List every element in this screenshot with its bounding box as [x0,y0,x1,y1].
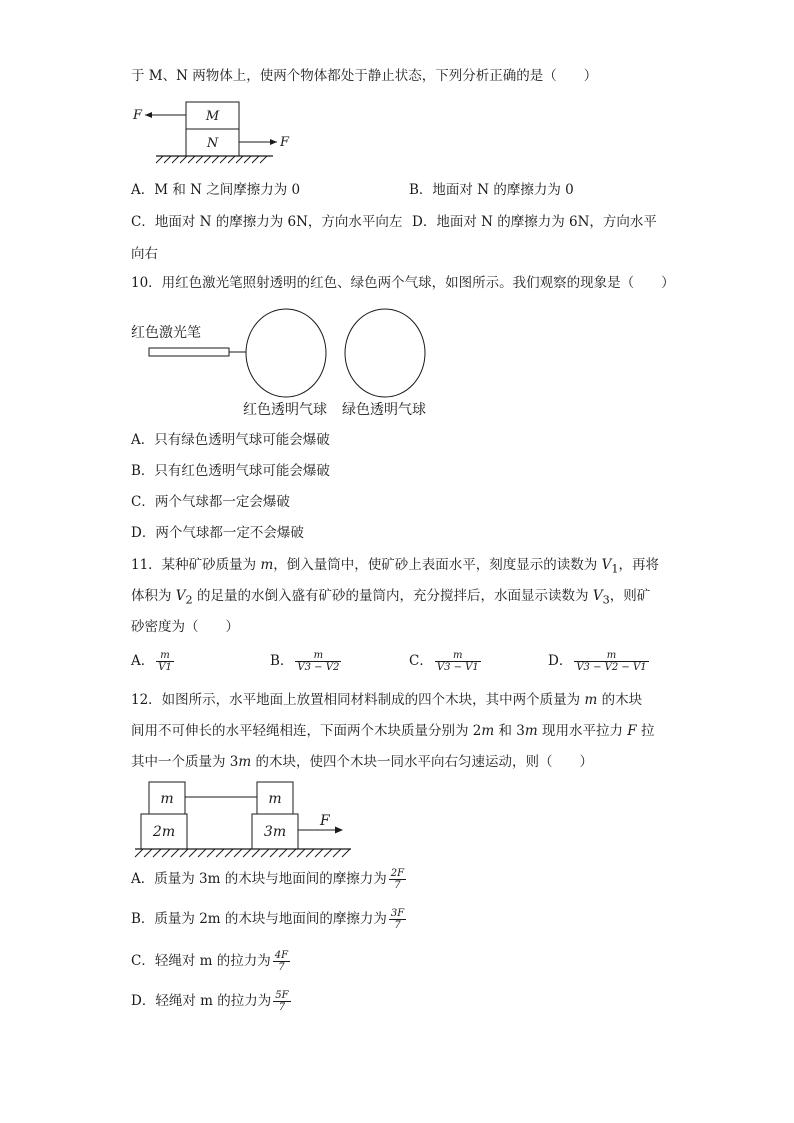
q9-force-right-label: F [280,135,290,150]
q12-force-arrowhead [335,827,343,834]
hatch-mark [243,849,251,857]
hatch-mark [297,849,305,857]
hatch-mark [288,849,296,857]
hatch-mark [196,156,203,163]
q9-stem-tail: 于 M、N 两物体上，使两个物体都处于静止状态，下列分析正确的是（ ） [131,68,598,84]
q11-stem-line1: 11．某种矿砂质量为 m，倒入量筒中，使矿砂上表面水平，刻度显示的读数为 $V_1$，再将 [131,557,660,576]
hatch-mark [324,849,332,857]
q10-red-balloon-label: 红色透明气球 [243,402,327,418]
q12-option-d: D．轻绳对 m 的拉力为 $\frac{5F}{7}$ [131,990,289,1013]
q11-stem-line3: 砂密度为（ ） [131,619,239,635]
hatch-mark [188,156,195,163]
q12-force-label: F [320,813,330,829]
hatch-mark [228,156,235,163]
q10-option-c: C．两个气球都一定会爆破 [131,494,290,510]
hatch-mark [135,849,143,857]
q10-option-a: A．只有绿色透明气球可能会爆破 [131,432,330,448]
q9-option-d: D．地面对 N 的摩擦力为 6N，方向水平 [412,214,657,230]
hatch-mark [156,156,163,163]
hatch-mark [260,156,267,163]
q10-green-balloon [345,309,425,397]
hatch-mark [207,849,215,857]
q10-red-balloon [246,309,326,397]
hatch-mark [198,849,206,857]
q12-ground-hatch [135,849,350,857]
q12-label-top-left: m [160,791,174,807]
hatch-mark [244,156,251,163]
hatch-mark [144,849,152,857]
hatch-mark [153,849,161,857]
q9-figure-stacked-blocks [131,96,301,172]
q11-stem-line2: 体积为 $V_2$ 的足量的水倒入盛有矿砂的量筒内，充分搅拌后，水面显示读数为 $V_3$，则矿 [131,588,651,607]
hatch-mark [171,849,179,857]
q12-label-bottom-left: 2m [152,824,176,840]
q12-option-a: A．质量为 3m 的木块与地面间的摩擦力为 $\frac{2F}{7}$ [131,868,405,891]
hatch-mark [270,849,278,857]
hatch-mark [220,156,227,163]
q10-option-d: D．两个气球都一定不会爆破 [131,525,304,541]
q9-option-a: A．M 和 N 之间摩擦力为 0 [131,182,301,198]
hatch-mark [212,156,219,163]
q9-option-d-continued: 向右 [131,246,158,262]
q10-green-balloon-label: 绿色透明气球 [342,402,426,418]
q12-option-b: B．质量为 2m 的木块与地面间的摩擦力为 $\frac{3F}{7}$ [131,908,405,931]
hatch-mark [180,156,187,163]
q9-block-m-label: M [205,109,220,124]
q10-option-b: B．只有红色透明气球可能会爆破 [131,463,330,479]
q9-option-c: C．地面对 N 的摩擦力为 6N，方向水平向左 [131,214,403,230]
hatch-mark [216,849,224,857]
q9-force-right-arrowhead [270,139,277,145]
q12-stem-line1: 12．如图所示，水平地面上放置相同材料制成的四个木块，其中两个质量为 m 的木块 [131,692,643,708]
hatch-mark [333,849,341,857]
hatch-mark [180,849,188,857]
q12-label-bottom-right: 3m [263,824,287,840]
hatch-mark [164,156,171,163]
q12-figure-blocks-rope [131,778,361,862]
q11-option-d: D． $\frac{m}{V3 - V2 - V1}$ [548,650,647,673]
hatch-mark [261,849,269,857]
q11-option-c: C． $\frac{m}{V3 - V1}$ [409,650,479,673]
hatch-mark [234,849,242,857]
hatch-mark [172,156,179,163]
q10-laser-pen [149,348,229,356]
hatch-mark [236,156,243,163]
q10-laser-label: 红色激光笔 [131,325,201,341]
hatch-mark [252,849,260,857]
q12-stem-line3: 其中一个质量为 3m 的木块，使四个木块一同水平向右匀速运动，则（ ） [131,754,593,770]
q9-option-b: B．地面对 N 的摩擦力为 0 [409,182,574,198]
q12-stem-line2: 间用不可伸长的水平轻绳相连，下面两个木块质量分别为 2m 和 3m 现用水平拉力 F 拉 [131,723,655,739]
q9-force-left-arrowhead [145,112,152,118]
hatch-mark [204,156,211,163]
q11-option-a: A． $\frac{m}{V1}$ [131,650,172,673]
q10-figure-laser-balloons [131,302,451,422]
q9-force-left-label: F [133,108,143,123]
q12-option-c: C．轻绳对 m 的拉力为 $\frac{4F}{7}$ [131,950,289,973]
q10-stem: 10．用红色激光笔照射透明的红色、绿色两个气球，如图所示。我们观察的现象是（ ） [131,275,675,291]
q9-block-n-label: N [206,136,219,151]
q11-option-b: B． $\frac{m}{V3 - V2}$ [270,650,340,673]
hatch-mark [189,849,197,857]
hatch-mark [306,849,314,857]
q12-label-top-right: m [268,791,282,807]
hatch-mark [225,849,233,857]
hatch-mark [279,849,287,857]
hatch-mark [162,849,170,857]
hatch-mark [315,849,323,857]
hatch-mark [252,156,259,163]
hatch-mark [342,849,350,857]
q9-ground-hatch [156,156,267,163]
